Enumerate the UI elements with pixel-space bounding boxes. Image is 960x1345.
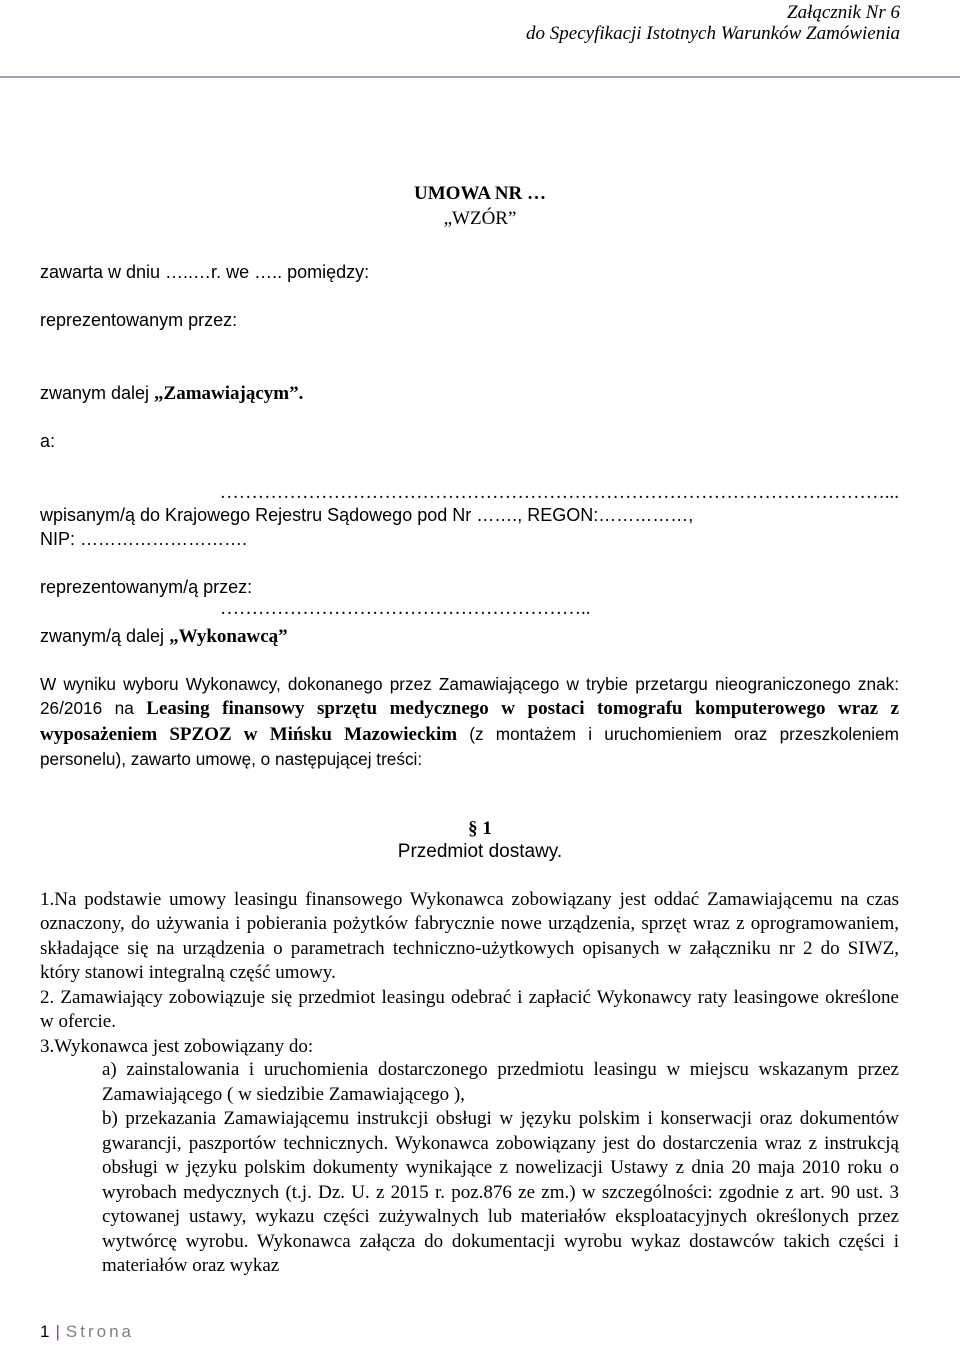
krs-line: wpisanym/ą do Krajowego Rejestru Sądowego pod Nr ……., REGON:……………, <box>40 505 694 525</box>
section-symbol: § 1 <box>468 818 492 839</box>
and-line: a: <box>40 431 56 451</box>
section-heading: Przedmiot dostawy. <box>397 841 563 862</box>
contractor-prefix: zwanym/ą dalej <box>40 626 170 646</box>
contractor-name: „Wykonawcą” <box>169 626 288 647</box>
header-divider <box>0 76 960 78</box>
dots-line-2: ………………………………………………….. <box>220 598 591 619</box>
page-label: Strona <box>65 1322 134 1341</box>
attachment-number: Załącznik Nr 6 <box>787 2 900 23</box>
dots-line-1: ……………………………………………………………………………………………... <box>219 482 899 503</box>
point-2: 2. Zamawiający zobowiązuje się przedmiot leasingu odebrać i zapłacić Wykonawcy raty leasingowe określone w ofercie. <box>40 987 899 1033</box>
contractor-line <box>40 624 288 649</box>
preamble-paragraph <box>40 672 899 771</box>
footer-separator: | <box>55 1322 60 1341</box>
contract-title: UMOWA NR … <box>414 183 546 204</box>
ordering-party-name: „Zamawiającym”. <box>154 383 304 404</box>
point-1: 1.Na podstawie umowy leasingu finansowego Wykonawca zobowiązany jest oddać Zamawiającemu na czas oznaczony, do używania i pobierania pożytków fabrycznie nowe urządzenia, sprzęt wraz z oprogramowaniem, składające się na urządzenia o parametrach techniczno-użytkowych opisanych w załączniku nr 2 do SIWZ, który stanowi integralną część umowy. <box>40 889 899 984</box>
nip-line: NIP: ………………………. <box>40 529 248 549</box>
contract-subtitle: „WZÓR” <box>443 208 517 229</box>
ordering-party-line <box>40 381 303 406</box>
preamble-text-2: (z montażem i uruchomieniem oraz przeszkoleniem personelu), zawarto umowę, o następującej treści: <box>40 723 900 769</box>
point-3a: a) zainstalowania i uruchomienia dostarczonego przedmiotu leasingu w miejscu wskazanym przez Zamawiającego ( w siedzibie Zamawiającego ), <box>102 1059 899 1105</box>
attachment-subtitle: do Specyfikacji Istotnych Warunków Zamówienia <box>526 23 900 44</box>
page-footer <box>40 1322 134 1342</box>
point-3b: b) przekazania Zamawiającemu instrukcji obsługi w języku polskim i konserwacji oraz dokumentów gwarancji, paszportów technicznych. Wykonawca zobowiązany jest do dostarczenia wraz z instrukcją obsługi w języku polskim dokumenty wynikające z nowelizacji Ustawy z dnia 20 maja 2010 roku o wyrobach medycznych (t.j. Dz. U. z 2015 r. poz.876 ze zm.) w szczególności: zgodnie z art. 90 ust. 3 cytowanej ustawy, wykazu części zużywalnych lub materiałów eksploatacyjnych określonych przez wytwórcę wyrobu. Wykonawca załącza do dokumentacji wyrobu wykaz dostawców takich części i materiałów oraz wykaz <box>102 1108 899 1276</box>
represented-line: reprezentowanym przez: <box>40 310 238 330</box>
page-number: 1 <box>40 1322 50 1341</box>
tender-subject: Leasing finansowy sprzętu medycznego w postaci tomografu komputerowego wraz z wyposażeniem SPZOZ w Mińsku Mazowieckim <box>40 698 899 745</box>
concluded-line: zawarta w dniu …..…r. we ….. pomiędzy: <box>40 262 370 282</box>
preamble-text-1: W wyniku wyboru Wykonawcy, dokonanego przez Zamawiającego w trybie przetargu nieograniczonego znak: 26/2016 na <box>40 674 899 719</box>
represented-contractor-line: reprezentowanym/ą przez: <box>40 577 253 597</box>
called-prefix: zwanym dalej <box>40 383 155 403</box>
point-3: 3.Wykonawca jest zobowiązany do: <box>40 1036 314 1057</box>
